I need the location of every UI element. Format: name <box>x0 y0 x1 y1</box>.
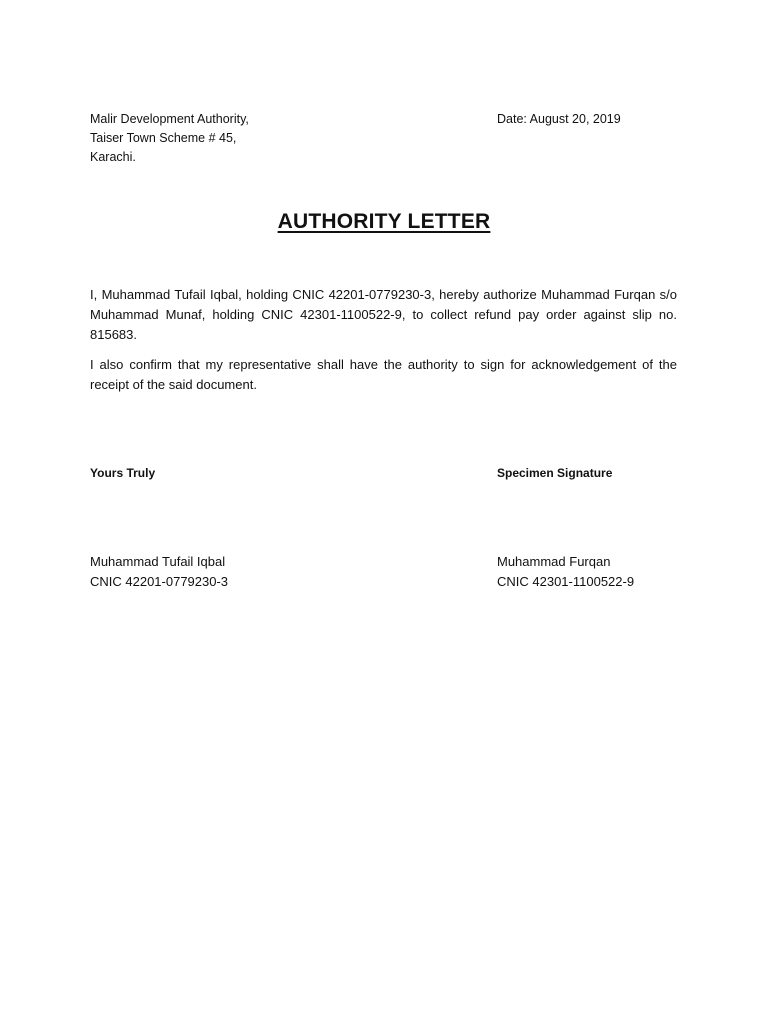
address-line-1: Malir Development Authority, <box>90 112 249 126</box>
signatory-left-name: Muhammad Tufail Iqbal <box>90 554 226 569</box>
signatory-right-name: Muhammad Furqan <box>497 554 611 569</box>
body-paragraph-2: I also confirm that my representative shall have the authority to sign for acknowledgement of the receipt of the said document. <box>90 357 677 392</box>
signatory-left <box>90 552 228 592</box>
letter-title: AUTHORITY LETTER <box>277 210 491 233</box>
address-line-3: Karachi. <box>90 150 136 164</box>
body-paragraph-1: I, Muhammad Tufail Iqbal, holding CNIC 42201-0779230-3, hereby authorize Muhammad Furqan s/o Muhammad Munaf, holding CNIC 42301-1100522-9, to collect refund pay order against slip no. 815683. <box>90 287 677 342</box>
closing-yours-truly: Yours Truly <box>90 466 156 480</box>
letter-body <box>90 285 677 405</box>
closing-specimen-signature: Specimen Signature <box>497 466 613 480</box>
letter-date: Date: August 20, 2019 <box>497 112 621 126</box>
recipient-address <box>90 110 249 167</box>
signatory-right-cnic: CNIC 42301-1100522-9 <box>497 574 635 589</box>
address-line-2: Taiser Town Scheme # 45, <box>90 131 237 145</box>
signatory-right <box>497 552 634 592</box>
signatory-left-cnic: CNIC 42201-0779230-3 <box>90 574 229 589</box>
